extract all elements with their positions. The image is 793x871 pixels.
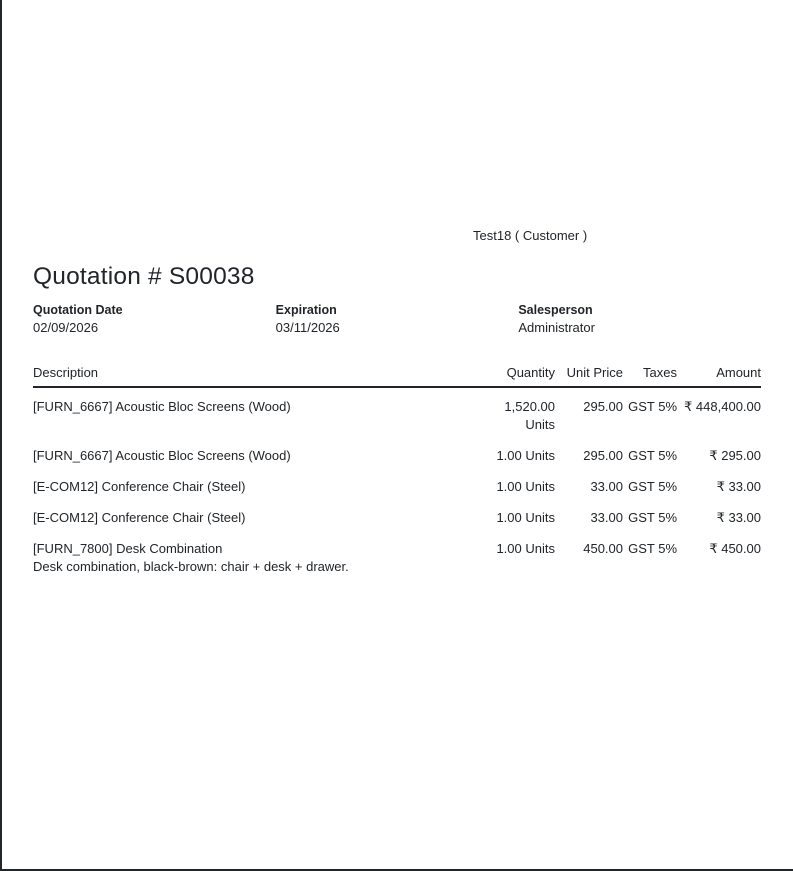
column-header-amount: Amount	[677, 362, 761, 387]
line-description: [E-COM12] Conference Chair (Steel)	[33, 510, 246, 525]
line-unit-price: 33.00	[590, 479, 623, 494]
column-header-taxes: Taxes	[623, 362, 677, 387]
quotation-info-row	[33, 302, 761, 336]
order-lines-table	[33, 362, 761, 579]
line-taxes: GST 5%	[628, 399, 677, 414]
line-quantity: 1.00 Units	[496, 479, 555, 494]
order-lines-header	[33, 362, 761, 387]
salesperson-value: Administrator	[518, 320, 595, 335]
quotation-title: Quotation # S00038	[33, 263, 255, 290]
column-header-quantity: Quantity	[493, 362, 555, 387]
quotation-date-label: Quotation Date	[33, 303, 123, 317]
expiration-value: 03/11/2026	[275, 320, 340, 335]
line-taxes: GST 5%	[628, 510, 677, 525]
line-description: [FURN_6667] Acoustic Bloc Screens (Wood)	[33, 448, 291, 463]
column-header-description: Description	[33, 362, 493, 387]
line-amount: ₹ 295.00	[709, 448, 761, 463]
quotation-date-block	[33, 302, 276, 336]
line-amount: ₹ 450.00	[709, 541, 761, 556]
line-unit-price: 33.00	[590, 510, 623, 525]
line-unit-price: 295.00	[583, 399, 623, 414]
salesperson-label: Salesperson	[518, 303, 593, 317]
line-description-note: Desk combination, black-brown: chair + desk + drawer.	[33, 559, 349, 574]
line-amount: ₹ 33.00	[716, 510, 761, 525]
table-row	[33, 387, 761, 437]
quotation-date-value: 02/09/2026	[33, 320, 99, 335]
line-taxes: GST 5%	[628, 448, 677, 463]
page-left-edge	[0, 0, 2, 871]
line-quantity: 1.00 Units	[496, 448, 555, 463]
line-quantity: 1.00 Units	[496, 510, 555, 525]
table-row	[33, 468, 761, 499]
table-row	[33, 437, 761, 468]
line-quantity: 1,520.00 Units	[504, 399, 555, 432]
line-unit-price: 450.00	[583, 541, 623, 556]
line-unit-price: 295.00	[583, 448, 623, 463]
line-description: [FURN_6667] Acoustic Bloc Screens (Wood)	[33, 399, 291, 414]
expiration-block	[276, 302, 519, 336]
line-amount: ₹ 448,400.00	[684, 399, 761, 414]
salesperson-block	[518, 302, 761, 336]
column-header-unit-price: Unit Price	[555, 362, 623, 387]
line-quantity: 1.00 Units	[496, 541, 555, 556]
table-row	[33, 499, 761, 530]
line-taxes: GST 5%	[628, 541, 677, 556]
document-content	[33, 0, 761, 579]
line-taxes: GST 5%	[628, 479, 677, 494]
customer-name: Test18 ( Customer )	[473, 228, 588, 243]
expiration-label: Expiration	[275, 303, 337, 317]
line-description-cell	[33, 530, 493, 579]
line-description: [E-COM12] Conference Chair (Steel)	[33, 479, 246, 494]
line-description: [FURN_7800] Desk Combination	[33, 541, 223, 556]
table-row	[33, 530, 761, 579]
line-amount: ₹ 33.00	[716, 479, 761, 494]
